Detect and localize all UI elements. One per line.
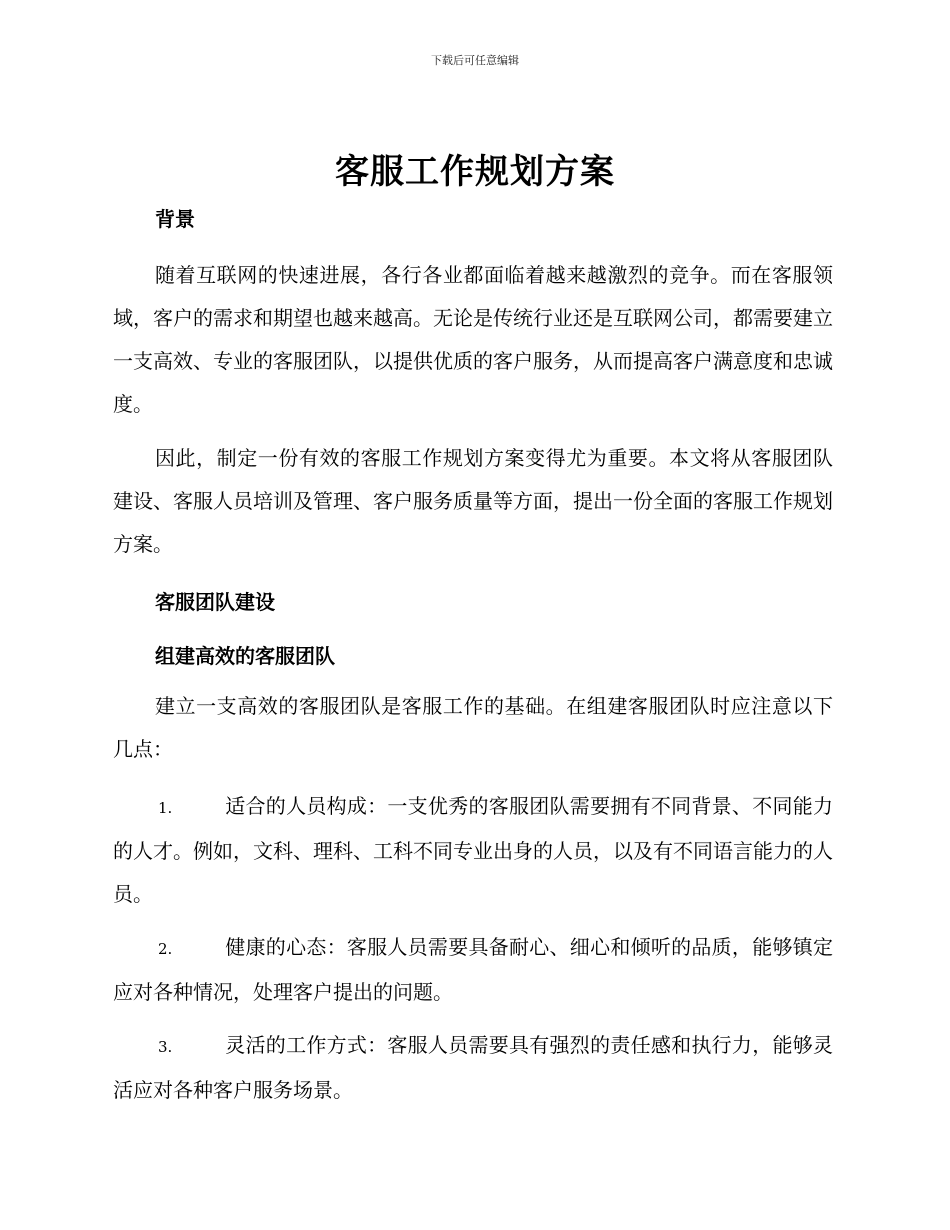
- page-header: 下载后可任意编辑: [431, 54, 519, 67]
- list-item: [113, 926, 833, 1014]
- list-item-text: 灵活的工作方式：客服人员需要具有强烈的责任感和执行力，能够灵活应对各种客户服务场景。: [113, 1033, 833, 1102]
- document-title: 客服工作规划方案: [335, 152, 615, 192]
- list-item: [113, 1024, 833, 1112]
- paragraph-background-2: 因此，制定一份有效的客服工作规划方案变得尤为重要。本文将从客服团队建设、客服人员培训及管理、客户服务质量等方面，提出一份全面的客服工作规划方案。: [113, 446, 833, 556]
- paragraph-build-intro: 建立一支高效的客服团队是客服工作的基础。在组建客服团队时应注意以下几点：: [113, 694, 833, 761]
- list-item-text: 适合的人员构成：一支优秀的客服团队需要拥有不同背景、不同能力的人才。例如，文科、理科、工科不同专业出身的人员，以及有不同语言能力的人员。: [113, 794, 833, 906]
- section-heading-background: 背景: [155, 207, 195, 231]
- subsection-heading-build: 组建高效的客服团队: [155, 644, 335, 668]
- list-item-number: 1.: [158, 799, 173, 817]
- document-body: [113, 204, 833, 1112]
- list-item: [113, 785, 833, 916]
- list-item-text: 健康的心态：客服人员需要具备耐心、细心和倾听的品质，能够镇定应对各种情况，处理客户提出的问题。: [113, 935, 833, 1004]
- list-item-number: 2.: [158, 940, 173, 958]
- paragraph-background-1: 随着互联网的快速进展，各行各业都面临着越来越激烈的竞争。而在客服领域，客户的需求和期望也越来越高。无论是传统行业还是互联网公司，都需要建立一支高效、专业的客服团队，以提供优质的客户服务，从而提高客户满意度和忠诚度。: [113, 263, 833, 416]
- section-heading-team: 客服团队建设: [155, 590, 275, 614]
- list-item-number: 3.: [158, 1038, 173, 1056]
